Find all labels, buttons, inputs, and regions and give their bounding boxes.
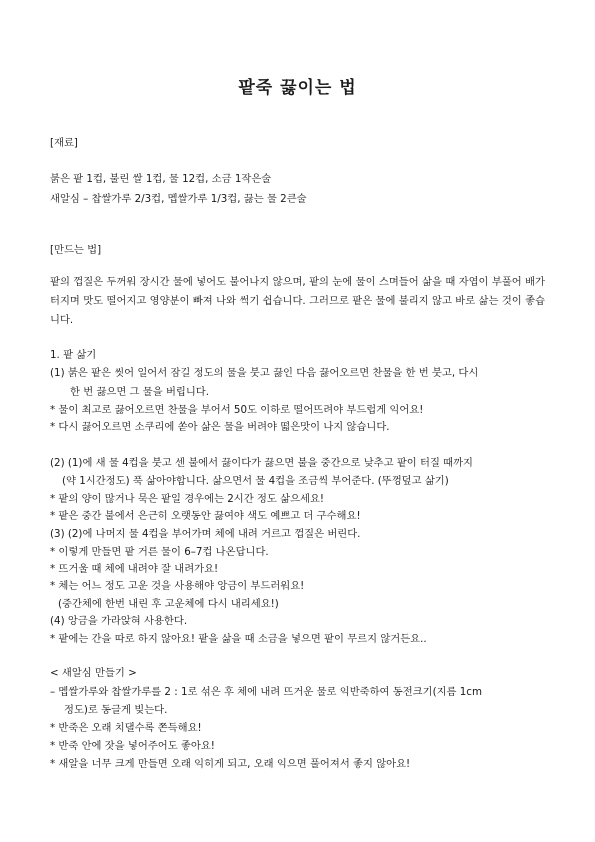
step-line: (1) 붉은 팥은 씻어 일어서 잠길 정도의 물을 붓고 끓인 다음 끓어오르면 찬물을 한 번 붓고, 다시 <box>50 367 479 379</box>
section-title: 1. 팥 삶기 <box>50 349 97 361</box>
tip-line: * 뜨거울 때 체에 내려야 잘 내려가요! <box>50 563 219 575</box>
saealsim-line: – 멥쌀가루와 찹쌀가루를 2 : 1로 섞은 후 체에 내려 뜨거운 물로 익반죽하여 동전크기(지름 1cm <box>50 686 482 698</box>
step-line-continued: (약 1시간정도) 푹 삶아야합니다. 삶으면서 물 4컵을 조금씩 부어준다. (뚜껑덮고 삶기) <box>62 475 449 487</box>
tip-line: * 팥에는 간을 따로 하지 않아요! 팥을 삶을 때 소금을 넣으면 팥이 무르지 않거든요.. <box>50 633 427 645</box>
method-heading: [만드는 법] <box>50 244 102 256</box>
step-line-continued: 한 번 끓으면 그 물을 버립니다. <box>70 386 209 398</box>
step-line: (3) (2)에 나머지 물 4컵을 부어가며 체에 내려 거르고 껍질은 버린다. <box>50 528 361 540</box>
tip-line: * 이렇게 만들면 팥 거른 물이 6–7컵 나온답니다. <box>50 546 269 558</box>
tip-line: * 반죽 안에 잣을 넣어주어도 좋아요! <box>50 740 215 752</box>
page-title: 팥죽 끓이는 법 <box>238 78 357 98</box>
materials-heading: [재료] <box>50 137 78 149</box>
tip-line: * 물이 최고로 끓어오르면 찬물을 부어서 50도 이하로 떨어뜨려야 부드럽게 익어요! <box>50 404 424 416</box>
step-line: (4) 앙금을 가라앉혀 사용한다. <box>50 615 188 627</box>
tip-line: * 반죽은 오래 치댈수록 쫀득해요! <box>50 722 202 734</box>
saealsim-heading: < 새알심 만들기 > <box>50 667 137 679</box>
tip-line: * 새알을 너무 크게 만들면 오래 익히게 되고, 오래 익으면 풀어져서 좋지 않아요! <box>50 758 411 770</box>
step-line: (2) (1)에 새 물 4컵을 붓고 센 불에서 끓이다가 끓으면 불을 중간으로 낮추고 팥이 터질 때까지 <box>50 457 474 469</box>
materials-line: 붉은 팥 1컵, 불린 쌀 1컵, 물 12컵, 소금 1작은술 <box>50 173 272 185</box>
tip-line: * 팥의 양이 많거나 묵은 팥일 경우에는 2시간 정도 삶으세요! <box>50 493 325 505</box>
tip-line: * 체는 어느 정도 고운 것을 사용해야 앙금이 부드러워요! <box>50 580 305 592</box>
materials-line: 새알심 – 찹쌀가루 2/3컵, 멥쌀가루 1/3컵, 끓는 물 2큰술 <box>50 193 307 205</box>
tip-line: * 다시 끓어오르면 소쿠리에 쏟아 삶은 물을 버려야 떫은맛이 나지 않습니다. <box>50 421 390 433</box>
saealsim-line-continued: 정도)로 동글게 빚는다. <box>64 704 168 716</box>
tip-line-continued: (중간체에 한번 내린 후 고운체에 다시 내리세요!) <box>58 598 279 610</box>
method-intro-paragraph: 팥의 껍질은 두꺼워 장시간 물에 넣어도 불어나지 않으며, 팥의 눈에 물이 스며들어 삶을 때 자엽이 부풀어 배가 터지며 맛도 떨어지고 영양분이 빠져 나와 썩기 쉽습니다. 그러므로 팥은 물에 불리지 않고 바로 삶는 것이 좋습니다. <box>50 276 545 326</box>
tip-line: * 팥은 중간 불에서 은근히 오랫동안 끓여야 색도 예쁘고 더 구수해요! <box>50 510 361 522</box>
